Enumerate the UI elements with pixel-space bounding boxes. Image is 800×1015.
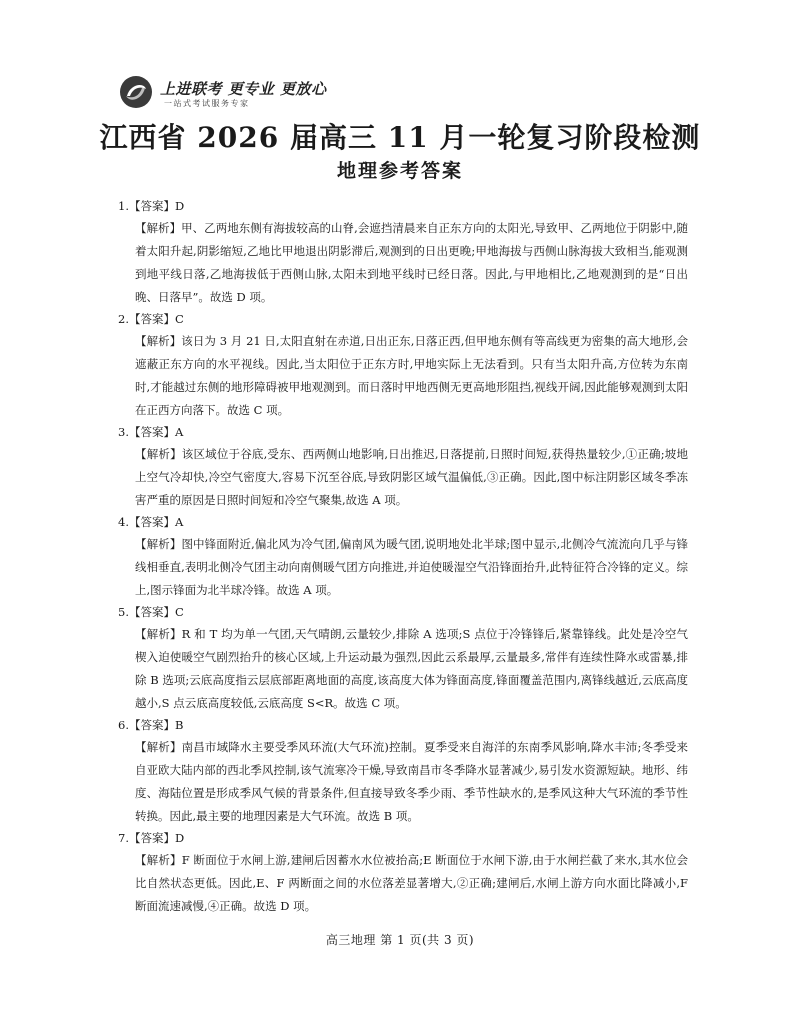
answer-line: 7.【答案】D [118,831,185,845]
explanation-text: 【解析】南昌市域降水主要受季风环流(大气环流)控制。夏季受来自海洋的东南季风影响,降水丰沛;冬季受来自亚欧大陆内部的西北季风控制,该气流寒冷干燥,导致南昌市冬季降水显著减少,易引发水资源短缺。地形、纬度、海陆位置是形成季风气候的背景条件,但直接导致冬季少雨、季节性缺水的,是季风这种大气环流的季节性转换。因此,最主要的地理因素是大气环流。故选 B 项。 [135,740,688,823]
question-block-4 [118,512,688,602]
answer-line: 6.【答案】B [118,718,184,732]
question-block-1 [118,196,688,309]
answer-list [118,196,688,918]
question-block-3 [118,422,688,512]
logo-tagline: 一站式考试服务专家 [164,99,250,108]
question-block-2 [118,309,688,422]
explanation-text: 【解析】甲、乙两地东侧有海拔较高的山脊,会遮挡清晨来自正东方向的太阳光,导致甲、乙两地位于阴影中,随着太阳升起,阴影缩短,乙地比甲地退出阴影滞后,观测到的日出更晚;甲地海拔与西侧山脉海拔大致相当,能观测到地平线日落,乙地海拔低于西侧山脉,太阳未到地平线时已经日落。因此,与甲地相比,乙地观测到的是“日出晚、日落早”。故选 D 项。 [135,221,688,304]
question-block-6 [118,715,688,828]
explanation-text: 【解析】该日为 3 月 21 日,太阳直射在赤道,日出正东,日落正西,但甲地东侧有等高线更为密集的高大地形,会遮蔽正东方向的水平视线。因此,当太阳位于正东方时,甲地实际上无法看到。只有当太阳升高,方位转为东南时,才能越过东侧的地形障碍被甲地观测到。而日落时甲地西侧无更高地形阻挡,视线开阔,因此能够观测到太阳在正西方向落下。故选 C 项。 [135,334,688,417]
explanation-text: 【解析】图中锋面附近,偏北风为冷气团,偏南风为暖气团,说明地处北半球;图中显示,北侧冷气流流向几乎与锋线相垂直,表明北侧冷气团主动向南侧暖气团方向推进,并迫使暖湿空气沿锋面抬升,此特征符合冷锋的定义。综上,图示锋面为北半球冷锋。故选 A 项。 [135,537,688,597]
explanation-text: 【解析】F 断面位于水闸上游,建闸后因蓄水水位被抬高;E 断面位于水闸下游,由于水闸拦截了来水,其水位会比自然状态更低。因此,E、F 两断面之间的水位落差显著增大,②正确;建闸后,水闸上游方向水面比降减小,F 断面流速减慢,④正确。故选 D 项。 [135,853,688,913]
answer-line: 3.【答案】A [118,425,184,439]
logo-swirl-icon [118,74,154,110]
explanation-text: 【解析】R 和 T 均为单一气团,天气晴朗,云量较少,排除 A 选项;S 点位于冷锋锋后,紧靠锋线。此处是冷空气楔入迫使暖空气剧烈抬升的核心区域,上升运动最为强烈,因此云系最厚,云量最多,常伴有连续性降水或雷暴,排除 B 选项;云底高度指云层底部距离地面的高度,该高度大体为锋面高度,锋面覆盖范围内,离锋线越近,云底高度越小,S 点云底高度较低,云底高度 S<R。故选 C 项。 [135,627,688,710]
answer-line: 1.【答案】D [118,199,185,213]
publisher-logo [118,74,358,116]
logo-slogan: 上进联考 更专业 更放心 [160,80,327,98]
explanation-text: 【解析】该区域位于谷底,受东、西两侧山地影响,日出推迟,日落提前,日照时间短,获得热量较少,①正确;坡地上空气冷却快,冷空气密度大,容易下沉至谷底,导致阴影区域气温偏低,③正确。因此,图中标注阴影区域冬季冻害严重的原因是日照时间短和冷空气聚集,故选 A 项。 [135,447,688,507]
answer-line: 2.【答案】C [118,312,184,326]
answer-line: 4.【答案】A [118,515,184,529]
page-subtitle: 地理参考答案 [336,160,463,182]
page-title: 江西省 2026 届高三 11 月一轮复习阶段检测 [99,121,701,154]
question-block-5 [118,602,688,715]
answer-line: 5.【答案】C [118,605,184,619]
question-block-7 [118,828,688,918]
page-footer: 高三地理 第 1 页(共 3 页) [325,933,475,947]
